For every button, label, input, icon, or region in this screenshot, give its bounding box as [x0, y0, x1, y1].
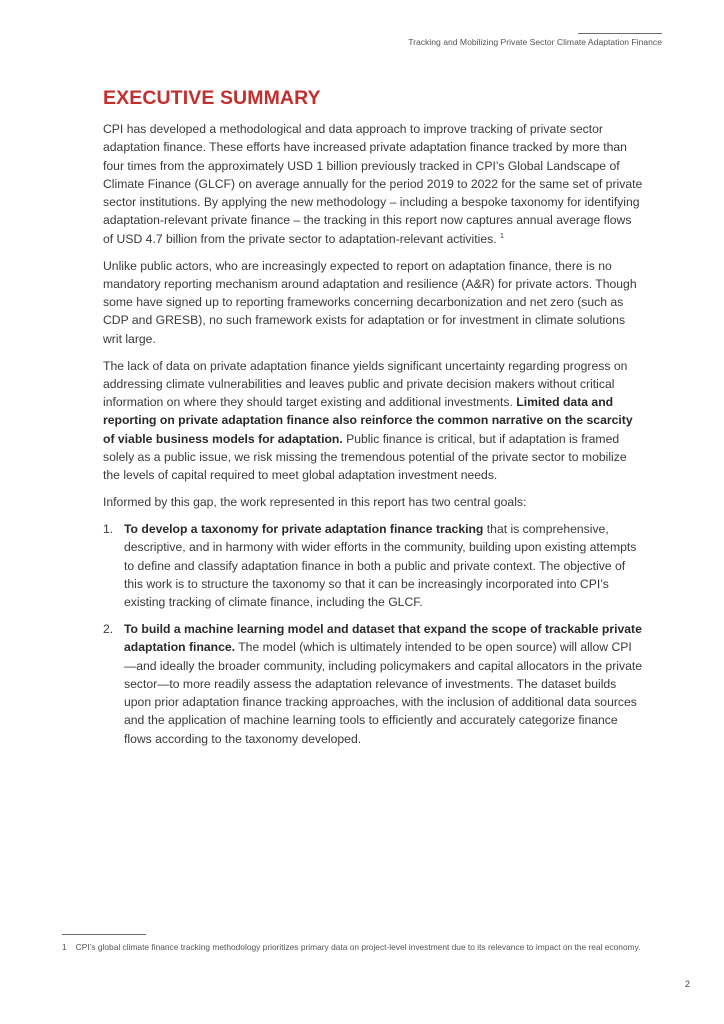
paragraph-3: [103, 357, 643, 485]
footnote-rule: [62, 934, 146, 935]
goal-text: that is comprehensive, descriptive, and in harmony with wider efforts in the community, building upon existing attempts to define and classify adaptation finance in both a public and private context. The objective of this work is to structure the taxonomy so that it can be increasingly incorporated into CPI’s existing tracking of climate finance, including the GLCF.: [124, 521, 637, 610]
goal-item: [103, 520, 643, 611]
goal-number: 2.: [103, 621, 114, 636]
paragraph-3-text-a: The lack of data on private adaptation finance yields significant uncertainty regarding progress on addressing climate vulnerabilities and leaves public and private decision makers without critical information on where they should target existing and additional investments.: [103, 358, 628, 410]
footnote: [62, 941, 662, 954]
goal-item: [103, 620, 643, 748]
paragraph-3-text-b: Public finance is critical, but if adaptation is framed solely as a public issue, we risk missing the tremendous potential of the private sector to mobilize the levels of capital required to meet global adaptation investment needs.: [103, 431, 627, 483]
running-header: Tracking and Mobilizing Private Sector Climate Adaptation Finance: [408, 37, 662, 47]
paragraph-2: Unlike public actors, who are increasingly expected to report on adaptation finance, there is no mandatory reporting mechanism around adaptation and resilience (A&R) for private actors. Though some have signed up to reporting frameworks concerning decarbonization and net zero (such as CDP and GRESB), no such framework exists for adaptation or for investment in climate solutions writ large.: [103, 258, 637, 346]
goal-heading: To develop a taxonomy for private adaptation finance tracking: [124, 521, 484, 536]
paragraph-1-text: CPI has developed a methodological and data approach to improve tracking of private sector adaptation finance. These efforts have increased private adaptation finance tracked by more than four times from the approximately USD 1 billion previously tracked in CPI’s Global Landscape of Climate Finance (GLCF) on average annually for the period 2019 to 2022 for the same set of private sector institutions. By applying the new methodology – including a bespoke taxonomy for identifying adaptation-relevant private finance – the tracking in this report now captures annual average flows of USD 4.7 billion from the private sector to adaptation-relevant activities.: [103, 122, 643, 246]
goals-list: [103, 520, 643, 748]
paragraph-4: Informed by this gap, the work represented in this report has two central goals:: [103, 495, 527, 510]
goal-number: 1.: [103, 521, 114, 536]
footnote-text: CPI’s global climate finance tracking methodology prioritizes primary data on project-level investment due to its relevance to impact on the real economy.: [75, 942, 641, 952]
main-content: [103, 120, 643, 757]
footnote-number: 1: [62, 942, 67, 952]
paragraph-1: [103, 120, 643, 248]
section-title: EXECUTIVE SUMMARY: [103, 87, 321, 109]
page-number: 2: [684, 979, 690, 989]
goal-heading: To build a machine learning model and dataset that expand the scope of trackable private adaptation finance.: [124, 621, 642, 655]
footnote-reference[interactable]: 1: [499, 232, 504, 240]
goal-text: The model (which is ultimately intended to be open source) will allow CPI—and ideally the broader community, including policymakers and capital allocators in the private sector—to more readily assess the adaptation relevance of investments. The dataset builds upon prior adaptation finance tracking approaches, with the inclusion of additional data sources and the application of machine learning tools to efficiently and accurately categorize finance flows according to the taxonomy developed.: [124, 640, 643, 746]
paragraph-3-emphasis: Limited data and reporting on private adaptation finance also reinforce the common narrative on the scarcity of viable business models for adaptation.: [103, 395, 633, 446]
header-rule: [578, 33, 662, 34]
